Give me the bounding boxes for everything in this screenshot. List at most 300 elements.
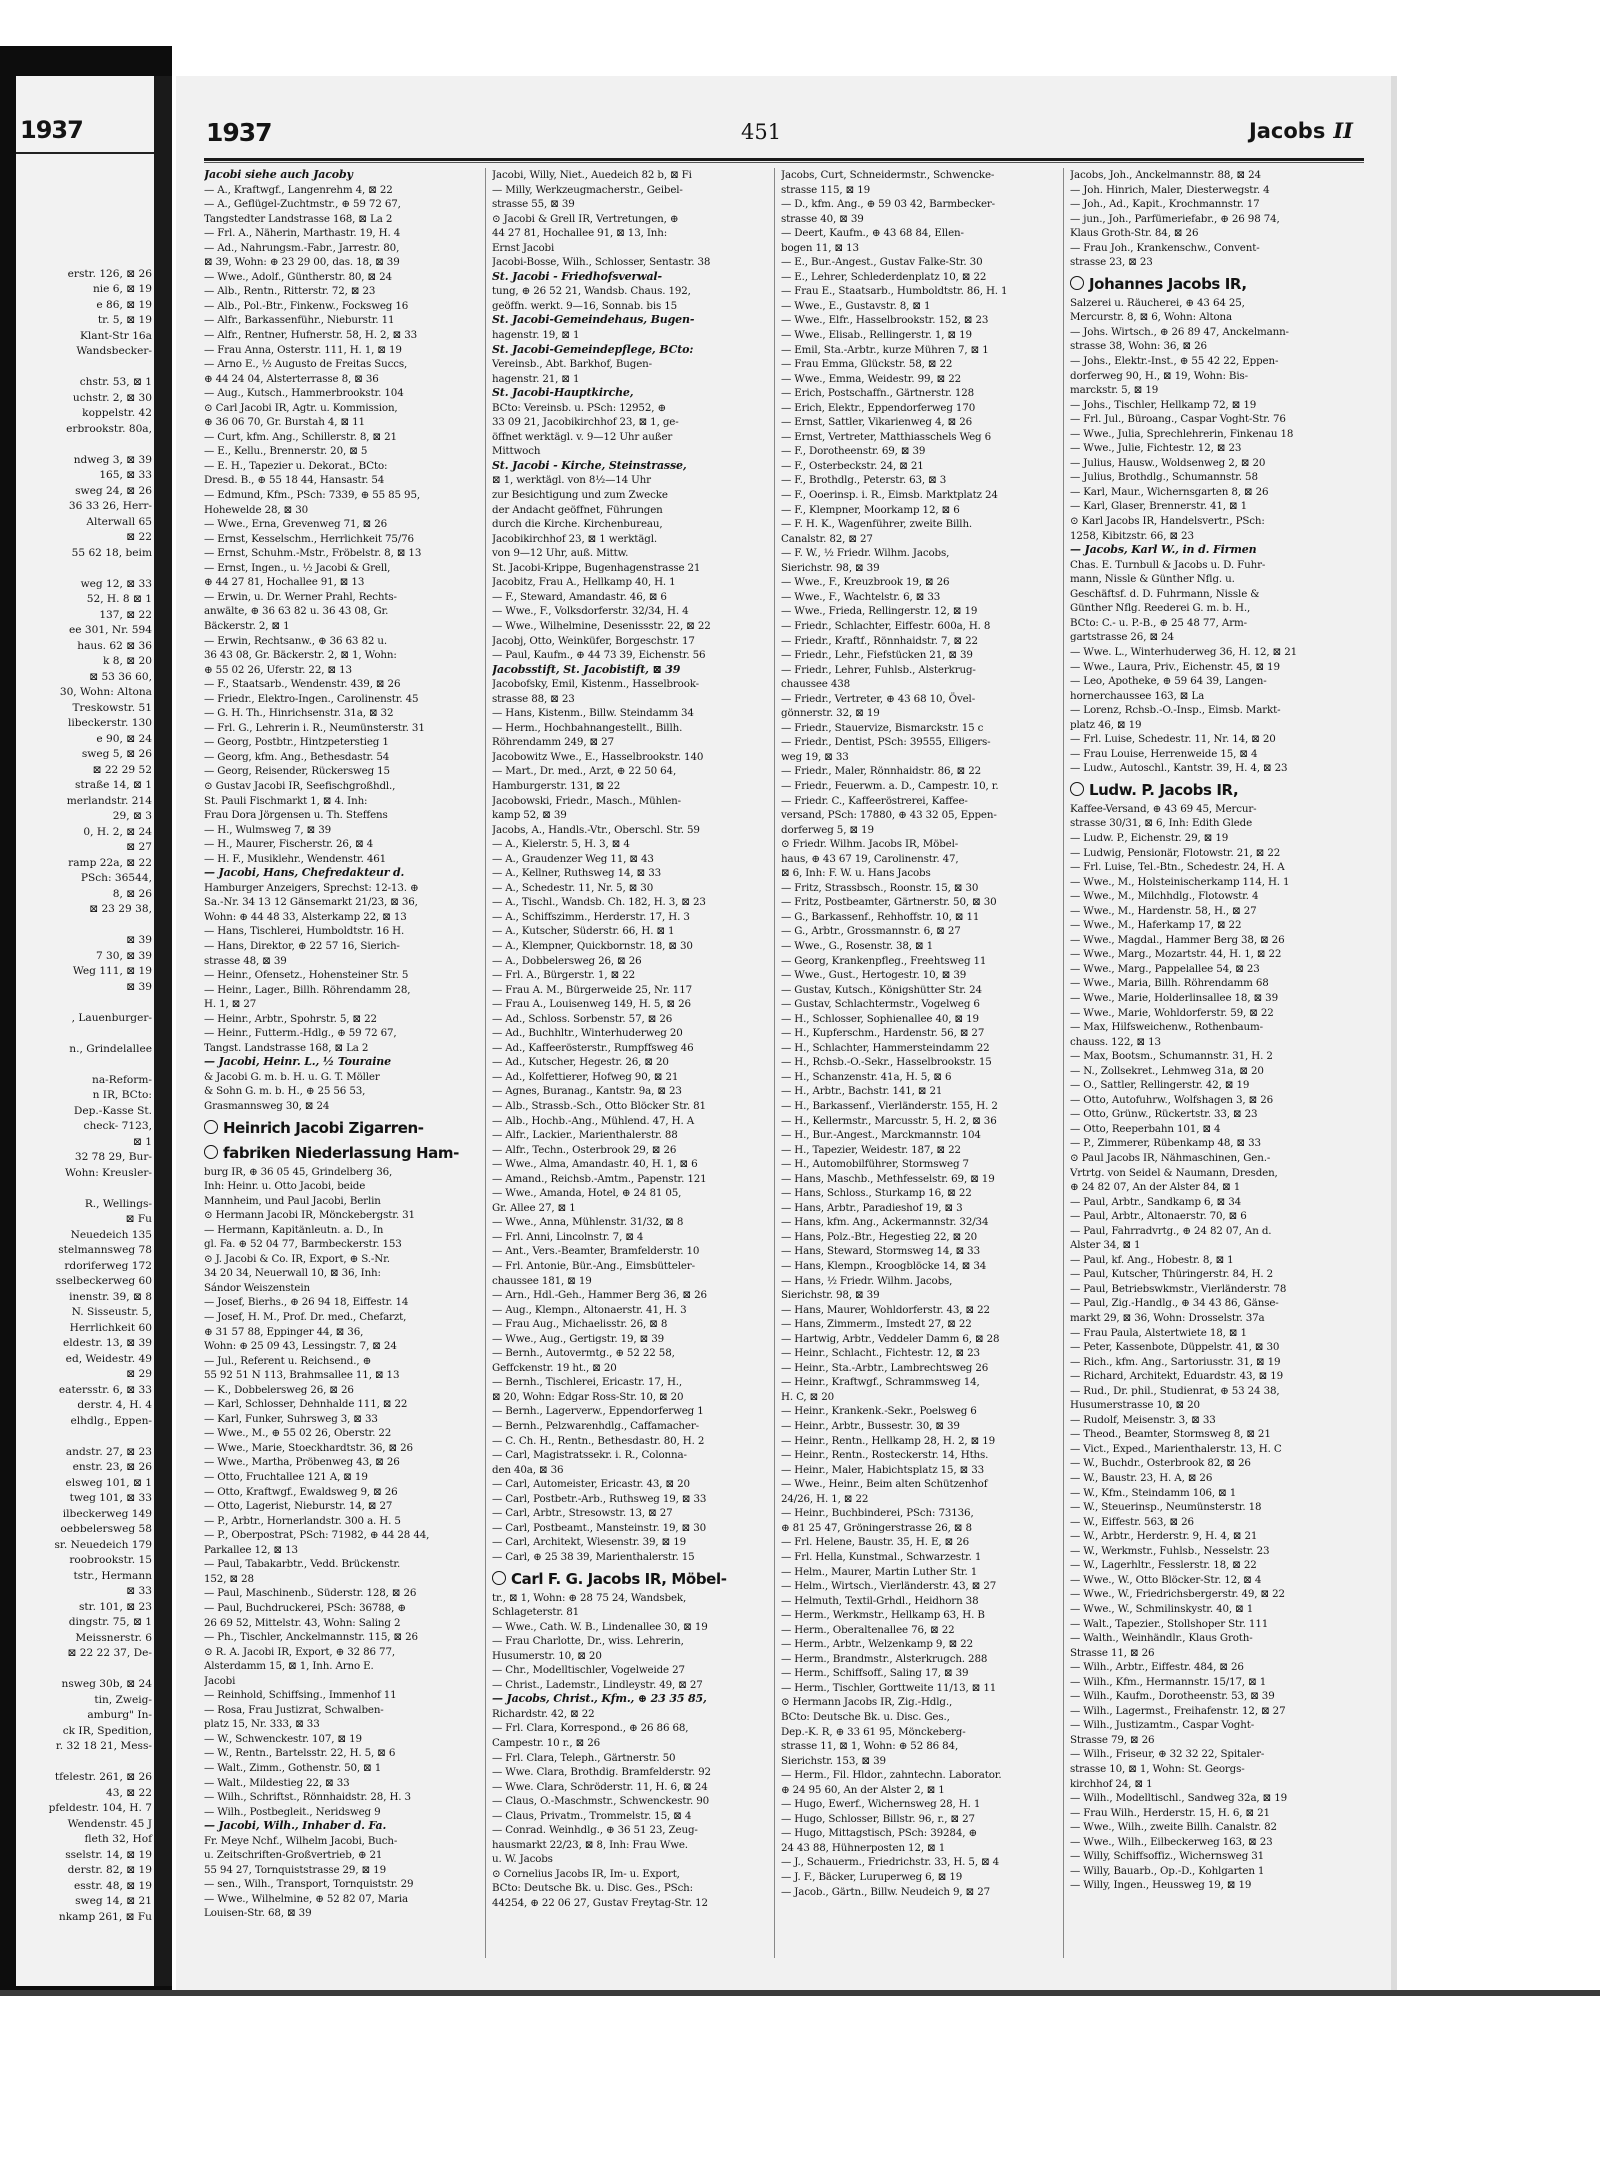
directory-entry: Mannheim, und Paul Jacobi, Berlin xyxy=(204,1194,381,1207)
directory-entry: Jacobj, Otto, Weinküfer, Borgeschstr. 17 xyxy=(492,634,695,647)
directory-column-3 xyxy=(781,168,1057,1968)
directory-entry: — Carl, Arbtr., Stresowstr. 13, ⊠ 27 xyxy=(492,1507,673,1520)
directory-entry: — Hans, Kistenm., Billw. Steindamm 34 xyxy=(492,707,694,720)
directory-entry: — Aug., Kutsch., Hammerbrookstr. 104 xyxy=(204,387,404,400)
left-page-line: Klant-Str 16a xyxy=(79,329,152,342)
directory-entry: — Frl. Anni, Lincolnstr. 7, ⊠ 4 xyxy=(492,1230,644,1243)
directory-entry: ⊙ J. Jacobi & Co. IR, Export, ⊕ S.-Nr. xyxy=(204,1252,390,1265)
directory-entry: Jacobowitz Wwe., E., Hasselbrookstr. 140 xyxy=(492,750,704,763)
left-page-line: eatersstr. 6, ⊠ 33 xyxy=(58,1383,152,1396)
directory-entry: — Heinr., Schlacht., Fichtestr. 12, ⊠ 23 xyxy=(781,1347,980,1360)
directory-entry: — Erwin, Rechtsanw., ⊕ 36 63 82 u. xyxy=(204,634,387,647)
left-page-line: tr. 5, ⊠ 19 xyxy=(97,314,152,326)
directory-entry: — Frau Charlotte, Dr., wiss. Lehrerin, xyxy=(492,1635,684,1648)
directory-entry: — Frau Aug., Michaelisstr. 26, ⊠ 8 xyxy=(492,1318,668,1331)
directory-entry: — Wwe., Maria, Billh. Röhrendamm 68 xyxy=(1070,977,1269,990)
left-page-line: dingstr. 75, ⊠ 1 xyxy=(68,1616,152,1628)
directory-entry: — Wwe., Erna, Grevenweg 71, ⊠ 26 xyxy=(204,518,388,531)
directory-entry: mann, Nissle & Günther Nflg. u. xyxy=(1070,573,1235,586)
directory-entry: Louisen-Str. 68, ⊠ 39 xyxy=(204,1907,312,1920)
directory-entry: den 40a, ⊠ 36 xyxy=(492,1463,564,1476)
directory-entry: — A., Dobbelersweg 26, ⊠ 26 xyxy=(492,954,642,967)
directory-entry: 24/26, H. 1, ⊠ 22 xyxy=(781,1492,869,1505)
directory-entry: Hohewelde 28, ⊠ 30 xyxy=(204,503,309,516)
directory-entry: 44254, ⊕ 22 06 27, Gustav Freytag-Str. 12 xyxy=(492,1896,708,1909)
directory-entry: 1258, Kibitzstr. 66, ⊠ 23 xyxy=(1070,529,1194,542)
page-edge xyxy=(1391,76,1397,1996)
directory-entry: Jacobs, A., Handls.-Vtr., Oberschl. Str. 59 xyxy=(492,823,700,836)
directory-entry: anwälte, ⊕ 36 63 82 u. 36 43 08, Gr. xyxy=(204,605,389,618)
left-page-line: rdoriferweg 172 xyxy=(64,1259,152,1272)
directory-entry: — Herm., Fil. Hldor., zahntechn. Laborator. xyxy=(781,1769,1002,1782)
directory-entry: — Frl. A., Näherin, Marthastr. 19, H. 4 xyxy=(204,227,401,240)
directory-entry: — Hans, ½ Friedr. Wilhm. Jacobs, xyxy=(781,1274,953,1287)
directory-entry: — Otto, Grünw., Rückertstr. 33, ⊠ 23 xyxy=(1070,1108,1258,1121)
left-page-line xyxy=(20,360,152,376)
directory-entry: — Karl, Glaser, Brennerstr. 41, ⊠ 1 xyxy=(1070,500,1248,513)
directory-entry: marckstr. 5, ⊠ 19 xyxy=(1070,384,1159,397)
directory-entry: — Frl. Luise, Tel.-Btn., Schedestr. 24, H. A xyxy=(1070,861,1285,874)
left-page-line: nsweg 30b, ⊠ 24 xyxy=(61,1678,152,1690)
directory-entry: — Ludwig, Pensionär, Flotowstr. 21, ⊠ 22 xyxy=(1070,846,1281,859)
directory-entry: Röhrendamm 249, ⊠ 27 xyxy=(492,736,614,749)
directory-entry: — Otto, Autofuhrw., Wolfshagen 3, ⊠ 26 xyxy=(1070,1093,1274,1106)
directory-entry: gönnerstr. 32, ⊠ 19 xyxy=(781,707,880,720)
directory-entry: — Fritz, Postbeamter, Gärtnerstr. 50, ⊠ 30 xyxy=(781,896,997,909)
directory-entry: — Wilh., Postbegleit., Neridsweg 9 xyxy=(204,1805,381,1818)
directory-entry: ⊙ Paul Jacobs IR, Nähmaschinen, Gen.- xyxy=(1070,1152,1271,1164)
left-page-line: Dep.-Kasse St. xyxy=(73,1104,152,1117)
directory-entry: — Erwin, u. Dr. Werner Prahl, Rechts- xyxy=(204,590,397,603)
left-page-line: 8, ⊠ 26 xyxy=(112,887,152,900)
directory-entry: — Wwe., Gust., Hertogestr. 10, ⊠ 39 xyxy=(781,969,967,982)
directory-entry: — Joh. Hinrich, Maler, Diesterwegstr. 4 xyxy=(1070,183,1270,196)
directory-heading: — Jacobi, Heinr. L., ½ Touraine xyxy=(204,1055,391,1069)
directory-entry: — Max, Bootsm., Schumannstr. 31, H. 2 xyxy=(1070,1050,1273,1063)
left-page-line: derstr. 82, ⊠ 19 xyxy=(67,1864,152,1876)
directory-column-1 xyxy=(204,168,480,1968)
directory-entry: — Jacob., Gärtn., Billw. Neudeich 9, ⊠ 27 xyxy=(781,1885,991,1898)
directory-entry: Ernst Jacobi xyxy=(492,241,555,254)
directory-entry: — Heinr., Buchbinderei, PSch: 73136, xyxy=(781,1507,974,1520)
directory-entry: — Carl, Postbeamt., Mansteinstr. 19, ⊠ 30 xyxy=(492,1521,707,1534)
directory-entry: — Ant., Vers.-Beamter, Bramfelderstr. 10 xyxy=(492,1245,700,1258)
left-page-line: andstr. 27, ⊠ 23 xyxy=(65,1445,152,1458)
firm-heading xyxy=(1070,273,1346,295)
left-page-line: r. 32 18 21, Mess- xyxy=(55,1740,152,1752)
directory-entry: ⊙ Karl Jacobs IR, Handelsvertr., PSch: xyxy=(1070,515,1265,528)
directory-entry: — Hans, Tischlerei, Humboldtstr. 16 H. xyxy=(204,925,405,938)
left-page-line: ilbeckerweg 149 xyxy=(62,1507,152,1520)
left-page-line: elhdlg., Eppen- xyxy=(70,1414,152,1427)
directory-entry: — F. W., ½ Friedr. Wilhm. Jacobs, xyxy=(781,547,950,560)
left-page-line: erbrookstr. 80a, xyxy=(66,422,152,435)
left-page-lines xyxy=(16,154,154,1925)
directory-entry: ⊙ Carl Jacobi IR, Agtr. u. Kommission, xyxy=(204,401,398,414)
header-year: 1937 xyxy=(206,118,272,147)
directory-entry: — Ernst, Kesselschm., Herrlichkeit 75/76 xyxy=(204,532,414,545)
directory-entry: — H., Automobilführer, Stormsweg 7 xyxy=(781,1158,969,1171)
directory-entry: — Alb., Strassb.-Sch., Otto Blöcker Str. 81 xyxy=(492,1100,706,1112)
directory-entry: — Ad., Buchhltr., Winterhuderweg 20 xyxy=(492,1027,683,1040)
directory-entry: — Heinr., Rentn., Rosteckerstr. 14, Hths. xyxy=(781,1449,989,1462)
directory-entry: ⊙ R. A. Jacobi IR, Export, ⊕ 32 86 77, xyxy=(204,1645,395,1658)
directory-entry: — Ph., Tischler, Anckelmannstr. 115, ⊠ 26 xyxy=(204,1631,418,1644)
directory-entry: — H., Wulmsweg 7, ⊠ 39 xyxy=(204,823,332,836)
directory-entry: — Wwe., Marg., Pappelallee 54, ⊠ 23 xyxy=(1070,962,1260,975)
directory-entry: hausmarkt 22/23, ⊠ 8, Inh: Frau Wwe. xyxy=(492,1838,688,1851)
directory-entry: — Ad., Kaffeerösterstr., Rumpffsweg 46 xyxy=(492,1041,694,1054)
directory-entry: — W., Lagerhltr., Fesslerstr. 18, ⊠ 22 xyxy=(1070,1559,1257,1572)
directory-entry: — Wwe., M., ⊕ 55 02 26, Oberstr. 22 xyxy=(204,1427,392,1440)
directory-entry: — Alfr., Barkassenführ., Nieburstr. 11 xyxy=(204,314,395,327)
directory-entry: haus, ⊕ 43 67 19, Carolinenstr. 47, xyxy=(781,852,959,865)
header-rule xyxy=(204,158,1364,161)
directory-entry: — Rosa, Frau Justizrat, Schwalben- xyxy=(204,1703,384,1716)
directory-entry: — E., Kellu., Brennerstr. 20, ⊠ 5 xyxy=(204,445,368,458)
directory-entry: — Wwe., Frieda, Rellingerstr. 12, ⊠ 19 xyxy=(781,605,978,618)
directory-entry: — F., Staatsarb., Wendenstr. 439, ⊠ 26 xyxy=(204,678,401,691)
directory-entry: — Hans, Klempn., Kroogblöcke 14, ⊠ 34 xyxy=(781,1260,987,1273)
directory-entry: — Walt., Mildestieg 22, ⊠ 33 xyxy=(204,1776,350,1789)
directory-heading: — Jacobs, Karl W., in d. Firmen xyxy=(1070,543,1257,557)
directory-entry: — Frl. Helene, Baustr. 35, H. E, ⊠ 26 xyxy=(781,1536,969,1549)
left-page-line: erstr. 126, ⊠ 26 xyxy=(67,267,152,280)
directory-entry: — Bernh., Lagerverw., Eppendorferweg 1 xyxy=(492,1405,704,1418)
directory-entry: — Friedr., Kraftf., Rönnhaidstr. 7, ⊠ 22 xyxy=(781,634,978,647)
directory-entry: ⊕ 24 95 60, An der Alster 2, ⊠ 1 xyxy=(781,1783,945,1796)
directory-entry: — Wwe., M., Hardenstr. 58, H., ⊠ 27 xyxy=(1070,904,1257,917)
directory-entry: — Rudolf, Meisenstr. 3, ⊠ 33 xyxy=(1070,1413,1216,1426)
directory-entry: — Hans, Schloss., Sturkamp 16, ⊠ 22 xyxy=(781,1187,972,1200)
left-page-line xyxy=(20,1181,152,1197)
directory-entry: — G., Arbtr., Grossmannstr. 6, ⊠ 27 xyxy=(781,925,961,938)
directory-entry: Tangstedter Landstrasse 168, ⊠ La 2 xyxy=(204,212,393,225)
left-page-year: 1937 xyxy=(20,116,83,144)
directory-entry: — Paul, Arbtr., Altonaerstr. 70, ⊠ 6 xyxy=(1070,1210,1247,1223)
left-page-line xyxy=(20,189,152,205)
directory-entry: BCto: Deutsche Bk. u. Disc. Ges., PSch: xyxy=(492,1882,693,1895)
directory-entry: — Walth., Weinhändlr., Klaus Groth- xyxy=(1070,1632,1253,1645)
directory-entry: — Hans, Maschb., Methfesselstr. 69, ⊠ 19 xyxy=(781,1172,995,1185)
left-page-line: ⊠ 22 29 52 xyxy=(92,763,152,776)
left-page-line: ⊠ 53 36 60, xyxy=(89,670,152,683)
left-page-line xyxy=(20,174,152,190)
left-page-line: elsweg 101, ⊠ 1 xyxy=(65,1476,152,1489)
directory-entry: — Frau Wilh., Herderstr. 15, H. 6, ⊠ 21 xyxy=(1070,1806,1270,1819)
directory-entry: — Gustav, Schlachtermstr., Vogelweg 6 xyxy=(781,998,980,1011)
directory-entry: burg IR, ⊕ 36 05 45, Grindelberg 36, xyxy=(204,1165,393,1178)
directory-entry: — Frau Emma, Glückstr. 58, ⊠ 22 xyxy=(781,358,953,371)
directory-entry: — Otto, Fruchtallee 121 A, ⊠ 19 xyxy=(204,1471,368,1484)
directory-entry: 24 43 88, Hühnerposten 12, ⊠ 1 xyxy=(781,1841,946,1854)
left-page-line: nkamp 261, ⊠ Fu xyxy=(58,1910,152,1923)
left-page-line: ⊠ 29 xyxy=(126,1368,152,1380)
directory-column-4 xyxy=(1070,168,1346,1968)
directory-entry: Parkallee 12, ⊠ 13 xyxy=(204,1543,298,1556)
directory-entry: BCto: C.- u. P.-B., ⊕ 25 48 77, Arm- xyxy=(1070,616,1247,629)
directory-entry: BCto: Vereinsb. u. PSch: 12952, ⊕ xyxy=(492,401,666,414)
firm-name: fabriken Niederlassung Ham- xyxy=(223,1143,459,1162)
left-page-line: sselstr. 14, ⊠ 19 xyxy=(65,1848,152,1861)
directory-entry: Mittwoch xyxy=(492,445,541,458)
left-page-line xyxy=(20,918,152,934)
left-page-line: 137, ⊠ 22 xyxy=(99,608,152,621)
directory-entry: — Joh., Ad., Kapit., Krochmannstr. 17 xyxy=(1070,198,1260,211)
directory-entry: 44 27 81, Hochallee 91, ⊠ 13, Inh: xyxy=(492,227,668,240)
directory-entry: Alster 34, ⊠ 1 xyxy=(1070,1239,1141,1252)
left-page-line xyxy=(20,251,152,267)
directory-entry: — Wwe. Clara, Schröderstr. 11, H. 6, ⊠ 24 xyxy=(492,1780,708,1793)
left-page-line: sr. Neuedeich 179 xyxy=(54,1538,152,1551)
firm-heading xyxy=(204,1142,480,1164)
directory-entry: — Wwe., Elfr., Hasselbrookstr. 152, ⊠ 23 xyxy=(781,314,989,327)
directory-entry: — Heinr., Arbtr., Bussestr. 30, ⊠ 39 xyxy=(781,1420,960,1433)
directory-entry: der Andacht geöffnet, Führungen xyxy=(492,503,663,516)
directory-heading: — Jacobi, Hans, Chefredakteur d. xyxy=(204,866,405,880)
directory-entry: — W., Eiffestr. 563, ⊠ 26 xyxy=(1070,1515,1194,1528)
left-page-line: nie 6, ⊠ 19 xyxy=(92,283,152,295)
directory-entry: — F. H. K., Wagenführer, zweite Billh. xyxy=(781,518,973,531)
left-page-line: Herrlichkeit 60 xyxy=(69,1321,152,1334)
left-page-line: tweg 101, ⊠ 33 xyxy=(69,1492,152,1504)
directory-entry: BCto: Deutsche Bk. u. Disc. Ges., xyxy=(781,1710,950,1723)
directory-entry: — Frau Louise, Herrenweide 15, ⊠ 4 xyxy=(1070,747,1258,760)
directory-entry: Campestr. 10 r., ⊠ 26 xyxy=(492,1736,601,1749)
directory-entry: H. C, ⊠ 20 xyxy=(781,1390,835,1403)
firm-name: Johannes Jacobs IR, xyxy=(1089,274,1247,293)
directory-entry: — Hans, Direktor, ⊕ 22 57 16, Sierich- xyxy=(204,939,400,952)
left-page-line: 32 78 29, Bur- xyxy=(74,1151,152,1163)
left-page-line: enstr. 23, ⊠ 26 xyxy=(72,1461,152,1473)
directory-entry: — Frau Anna, Osterstr. 111, H. 1, ⊠ 19 xyxy=(204,343,402,356)
directory-entry: — Otto, Lagerist, Nieburstr. 14, ⊠ 27 xyxy=(204,1500,393,1513)
directory-entry: platz 46, ⊠ 19 xyxy=(1070,718,1142,731)
directory-entry: — Rich., kfm. Ang., Sartoriusstr. 31, ⊠ 19 xyxy=(1070,1355,1281,1368)
directory-entry: — P., Zimmerer, Rübenkamp 48, ⊠ 33 xyxy=(1070,1137,1261,1150)
directory-entry: — Paul, Kutscher, Thüringerstr. 84, H. 2 xyxy=(1070,1268,1274,1281)
directory-entry: — Julius, Hausw., Woldsenweg 2, ⊠ 20 xyxy=(1070,456,1266,469)
directory-entry: ⊙ Friedr. Wilhm. Jacobs IR, Möbel- xyxy=(781,838,959,851)
directory-entry: — F., Dorotheenstr. 69, ⊠ 39 xyxy=(781,445,926,458)
left-page-fragment xyxy=(16,76,154,1986)
directory-entry: — Hugo, Ewerf., Wichernsweg 28, H. 1 xyxy=(781,1798,981,1811)
left-page-line: , Lauenburger- xyxy=(71,1011,152,1024)
directory-entry: — Ernst, Ingen., u. ½ Jacobi & Grell, xyxy=(204,561,391,574)
directory-entry: strasse 115, ⊠ 19 xyxy=(781,183,871,196)
directory-entry: — Claus, Privatm., Trommelstr. 15, ⊠ 4 xyxy=(492,1809,692,1822)
directory-entry: — Leo, Apotheke, ⊕ 59 64 39, Langen- xyxy=(1070,675,1267,688)
left-page-line: 7 30, ⊠ 39 xyxy=(95,949,152,962)
directory-entry: — W., Buchdr., Osterbrook 82, ⊠ 26 xyxy=(1070,1457,1251,1470)
directory-entry: — Wwe., Martha, Pröbenweg 43, ⊠ 26 xyxy=(204,1456,400,1469)
directory-entry: Sierichstr. 153, ⊠ 39 xyxy=(781,1754,886,1767)
left-page-line: esstr. 48, ⊠ 19 xyxy=(74,1879,152,1892)
directory-entry: — Paul, Tabakarbtr., Vedd. Brückenstr. xyxy=(204,1558,401,1571)
directory-entry: — F., Klempner, Moorkamp 12, ⊠ 6 xyxy=(781,503,960,516)
directory-entry: — Peter, Kassenbote, Düppelstr. 41, ⊠ 30 xyxy=(1070,1341,1280,1354)
left-page-line: Weg 111, ⊠ 19 xyxy=(72,965,152,977)
left-page-line xyxy=(20,205,152,221)
directory-entry: — Ludw. P., Eichenstr. 29, ⊠ 19 xyxy=(1070,831,1229,844)
directory-entry: — Amand., Reichsb.-Amtm., Papenstr. 121 xyxy=(492,1172,707,1185)
directory-entry: — Wwe., Elisab., Rellingerstr. 1, ⊠ 19 xyxy=(781,329,972,342)
left-page-line: Wandsbecker- xyxy=(76,345,152,357)
directory-entry: ⊙ Hermann Jacobs IR, Zig.-Hdlg., xyxy=(781,1696,953,1709)
directory-entry: — Josef, Bierhs., ⊕ 26 94 18, Eiffestr. 14 xyxy=(204,1296,409,1309)
directory-entry: — Johs., Tischler, Hellkamp 72, ⊠ 19 xyxy=(1070,398,1257,411)
directory-entry: zur Besichtigung und zum Zwecke xyxy=(492,489,668,502)
directory-entry: kamp 52, ⊠ 39 xyxy=(492,809,567,822)
left-page-line: ⊠ 39 xyxy=(126,934,152,946)
directory-entry: geöffn. werkt. 9—16, Sonnab. bis 15 xyxy=(492,299,678,312)
directory-entry: strasse 11, ⊠ 1, Wohn: ⊕ 52 86 84, xyxy=(781,1740,959,1753)
directory-entry: — Frl. Clara, Teleph., Gärtnerstr. 50 xyxy=(492,1751,676,1764)
directory-entry: — Herm., Brandmstr., Alsterkrugch. 288 xyxy=(781,1652,988,1665)
directory-entry: Jacobi, Willy, Niet., Auedeich 82 b, ⊠ Fi xyxy=(492,169,692,181)
directory-entry: — Wwe., Marg., Mozartstr. 44, H. 1, ⊠ 22 xyxy=(1070,948,1282,961)
directory-entry: — Wwe., Julia, Sprechlehrerin, Finkenau 18 xyxy=(1070,427,1294,440)
registered-firm-icon xyxy=(1070,782,1084,796)
directory-entry: — A., Kutscher, Süderstr. 66, H. ⊠ 1 xyxy=(492,925,675,938)
directory-entry: — W., Schwenckestr. 107, ⊠ 19 xyxy=(204,1732,362,1745)
directory-entry: — Friedr., Schlachter, Eiffestr. 600a, H. 8 xyxy=(781,619,991,632)
directory-entry: Alsterdamm 15, ⊠ 1, Inh. Arno E. xyxy=(204,1660,374,1673)
directory-entry: — Wwe., Magdal., Hammer Berg 38, ⊠ 26 xyxy=(1070,933,1285,946)
directory-entry: — Frl. A., Bürgerstr. 1, ⊠ 22 xyxy=(492,969,635,982)
directory-entry: öffnet werktägl. v. 9—12 Uhr außer xyxy=(492,430,673,443)
directory-entry: — Arn., Hdl.-Geh., Hammer Berg 36, ⊠ 26 xyxy=(492,1289,707,1302)
directory-entry: — Karl, Schlosser, Dehnhalde 111, ⊠ 22 xyxy=(204,1398,408,1411)
directory-entry: Jacobi-Bosse, Wilh., Schlosser, Sentastr. 38 xyxy=(492,256,711,269)
directory-entry: — Georg, Krankenpfleg., Freehtsweg 11 xyxy=(781,954,987,967)
directory-entry: — Paul, Zig.-Handlg., ⊕ 34 43 86, Gänse- xyxy=(1070,1297,1279,1310)
directory-entry: — Milly, Werkzeugmacherstr., Geibel- xyxy=(492,183,683,196)
directory-entry: — Theod., Beamter, Stormsweg 8, ⊠ 21 xyxy=(1070,1428,1271,1441)
left-page-line: haus. 62 ⊠ 36 xyxy=(77,639,152,652)
directory-entry: — Gustav, Kutsch., Königshütter Str. 24 xyxy=(781,983,982,996)
left-page-line: fleth 32, Hof xyxy=(84,1833,152,1845)
left-page-line: 0, H. 2, ⊠ 24 xyxy=(83,825,152,838)
left-page-line: inenstr. 39, ⊠ 8 xyxy=(69,1290,152,1303)
directory-entry: — Ernst, Sattler, Vikarienweg 4, ⊠ 26 xyxy=(781,416,972,429)
directory-entry: — C. Ch. H., Rentn., Bethesdastr. 80, H. 2 xyxy=(492,1434,705,1447)
directory-entry: ⊕ 44 24 04, Alsterterrasse 8, ⊠ 36 xyxy=(204,372,379,385)
firm-name: Ludw. P. Jacobs IR, xyxy=(1089,780,1239,799)
directory-entry: — Heinr., Sta.-Arbtr., Lambrechtsweg 26 xyxy=(781,1361,989,1374)
directory-entry: — A., Geflügel-Zuchtmstr., ⊕ 59 72 67, xyxy=(204,198,401,211)
left-page-line: eldestr. 13, ⊠ 39 xyxy=(63,1337,152,1349)
directory-entry: von 9—12 Uhr, auß. Mittw. xyxy=(492,547,629,560)
firm-heading xyxy=(492,1568,768,1590)
directory-entry: ⊕ 24 82 07, An der Alster 84, ⊠ 1 xyxy=(1070,1181,1241,1194)
directory-entry: — Wwe., Cath. W. B., Lindenallee 30, ⊠ 19 xyxy=(492,1620,708,1633)
directory-heading: Jacobi siehe auch Jacoby xyxy=(204,168,353,181)
left-page-line: ⊠ 22 xyxy=(126,531,152,543)
directory-entry: — Frl. Clara, Korrespond., ⊕ 26 86 68, xyxy=(492,1722,689,1735)
firm-heading xyxy=(1070,779,1346,801)
directory-entry: — Arno E., ½ Augusto de Freitas Succs, xyxy=(204,358,408,371)
left-page-line: 29, ⊠ 3 xyxy=(112,810,152,822)
directory-entry: — Bernh., Autovermtg., ⊕ 52 22 58, xyxy=(492,1347,675,1360)
left-page-line xyxy=(20,1662,152,1678)
book-gutter xyxy=(154,76,172,1986)
directory-entry: — A., Schedestr. 11, Nr. 5, ⊠ 30 xyxy=(492,881,654,894)
directory-entry: — Josef, H. M., Prof. Dr. med., Chefarzt, xyxy=(204,1311,407,1324)
directory-entry: — G., Barkassenf., Rehhoffstr. 10, ⊠ 11 xyxy=(781,910,980,923)
directory-entry: — Friedr., Lehr., Fiefstücken 21, ⊠ 39 xyxy=(781,649,973,662)
left-page-line: k 8, ⊠ 20 xyxy=(103,655,152,667)
left-page-line: sweg 24, ⊠ 26 xyxy=(75,484,152,497)
directory-entry: — A., Klempner, Quickbornstr. 18, ⊠ 30 xyxy=(492,939,693,952)
directory-entry: tung, ⊕ 26 52 21, Wandsb. Chaus. 192, xyxy=(492,285,691,298)
directory-entry: St. Jacobi-Krippe, Bugenhagenstrasse 21 xyxy=(492,561,701,574)
directory-entry: — Wwe., Marie, Holderlinsallee 18, ⊠ 39 xyxy=(1070,991,1278,1004)
directory-entry: — Friedr., Maler, Rönnhaidstr. 86, ⊠ 22 xyxy=(781,765,982,778)
left-page-line: ramp 22a, ⊠ 22 xyxy=(68,856,152,869)
directory-entry: — Hans, Zimmerm., Imstedt 27, ⊠ 22 xyxy=(781,1318,972,1331)
left-page-line: merlandstr. 214 xyxy=(66,794,152,807)
left-page-line: n IR, BCto: xyxy=(92,1089,152,1101)
left-page-line: pfeldestr. 104, H. 7 xyxy=(48,1802,152,1814)
directory-entry: — H., Bur.-Angest., Marckmannstr. 104 xyxy=(781,1129,981,1142)
left-page-line: tstr., Hermann xyxy=(73,1569,152,1582)
directory-entry: strasse 38, Wohn: 36, ⊠ 26 xyxy=(1070,340,1207,353)
directory-entry: chaussee 438 xyxy=(781,678,851,691)
directory-entry: — Conrad. Weinhdlg., ⊕ 36 51 23, Zeug- xyxy=(492,1824,698,1837)
scan-bottom-edge xyxy=(0,1990,1600,1996)
directory-entry: — Carl, Architekt, Wiesenstr. 39, ⊠ 19 xyxy=(492,1536,687,1549)
directory-entry: — Wwe., Marie, Wohldorferstr. 59, ⊠ 22 xyxy=(1070,1006,1274,1019)
left-page-line xyxy=(20,1429,152,1445)
directory-entry: — H., Tapezier, Weidestr. 187, ⊠ 22 xyxy=(781,1143,961,1156)
column-divider xyxy=(774,168,775,1958)
directory-entry: — Edmund, Kfm., PSch: 7339, ⊕ 55 85 95, xyxy=(204,489,420,502)
left-page-line: 36 33 26, Herr- xyxy=(68,500,152,512)
directory-heading: — Jacobi, Wilh., Inhaber d. Fa. xyxy=(204,1819,387,1833)
directory-entry: — Hugo, Schlosser, Billstr. 96, r., ⊠ 27 xyxy=(781,1812,975,1825)
directory-entry: — Friedr. C., Kaffeeröstrerei, Kaffee- xyxy=(781,794,968,807)
directory-entry: — Christ., Lademstr., Lindleystr. 49, ⊠ 27 xyxy=(492,1678,703,1691)
directory-entry: Hamburger Anzeigers, Sprechst: 12-13. ⊕ xyxy=(204,881,419,894)
directory-entry: — Ad., Kutscher, Hegestr. 26, ⊠ 20 xyxy=(492,1056,669,1069)
left-page-line: PSch: 36544, xyxy=(80,872,152,884)
directory-entry: — H., Schlachter, Hammersteindamm 22 xyxy=(781,1041,990,1054)
directory-entry: — Carl, Magistratssekr. i. R., Colonna- xyxy=(492,1449,687,1462)
directory-entry: Husumerstrasse 10, ⊠ 20 xyxy=(1070,1399,1200,1412)
left-page-line: ⊠ 33 xyxy=(126,1585,152,1597)
directory-entry: — Vict., Exped., Marienthalerstr. 13, H. C xyxy=(1070,1442,1282,1455)
directory-entry: — O., Sattler, Rellingerstr. 42, ⊠ 19 xyxy=(1070,1079,1250,1092)
directory-entry: — Alfr., Rentner, Hufnerstr. 58, H. 2, ⊠ 33 xyxy=(204,329,418,342)
directory-heading: St. Jacobi - Kirche, Steinstrasse, xyxy=(492,458,687,472)
directory-entry: ⊠ 1, werktägl. von 8½—14 Uhr xyxy=(492,474,651,487)
directory-entry: Sándor Weiszenstein xyxy=(204,1281,310,1294)
directory-entry: Mercurstr. 8, ⊠ 6, Wohn: Altona xyxy=(1070,311,1233,324)
directory-entry: — Wwe., Wilhelmine, ⊕ 52 82 07, Maria xyxy=(204,1892,409,1905)
directory-entry: bogen 11, ⊠ 13 xyxy=(781,241,859,254)
left-page-line: amburg" In- xyxy=(87,1709,152,1721)
directory-entry: ⊠ 6, Inh: F. W. u. Hans Jacobs xyxy=(781,867,931,880)
directory-entry: Kaffee-Versand, ⊕ 43 69 45, Mercur- xyxy=(1070,802,1257,815)
directory-entry: Frau Dora Jörgensen u. Th. Steffens xyxy=(204,809,388,822)
directory-entry: — Hans, Polz.-Btr., Hegestieg 22, ⊠ 20 xyxy=(781,1230,978,1243)
directory-column-2 xyxy=(492,168,768,1968)
left-page-line: ⊠ 22 22 37, De- xyxy=(67,1647,152,1659)
directory-entry: kirchhof 24, ⊠ 1 xyxy=(1070,1777,1153,1790)
page-header xyxy=(206,116,1361,152)
directory-entry: — N., Zollsekret., Lehmweg 31a, ⊠ 20 xyxy=(1070,1064,1264,1077)
